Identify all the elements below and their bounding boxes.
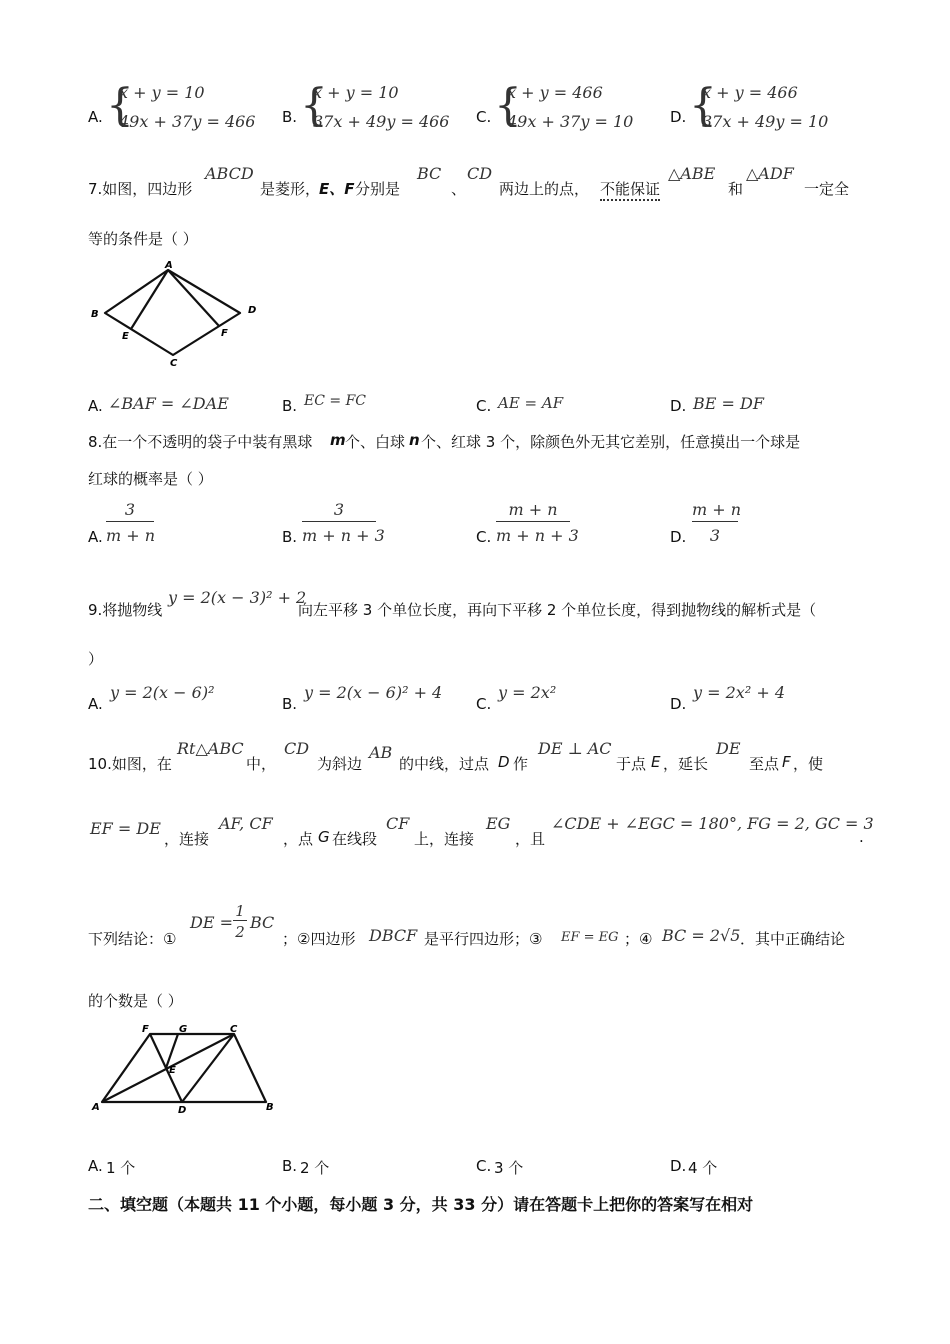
- q10-option-d-label: D.: [670, 1157, 687, 1175]
- q7-option-b-label: B.: [282, 397, 298, 415]
- q9-option-d-label: D.: [670, 695, 687, 713]
- q8-text-3: 个、红球 3 个，除颜色外无其它差别，任意摸出一个球是: [421, 433, 801, 451]
- q10-l3-text-1: 下列结论：①: [88, 930, 177, 948]
- q7-option-c-label: C.: [476, 397, 492, 415]
- q10-l2-end: .: [859, 828, 864, 846]
- q6-option-d-eq1: x + y = 466: [702, 83, 798, 102]
- q9-option-c-expr: y = 2x²: [498, 683, 557, 702]
- q7-label-d: D: [248, 305, 257, 316]
- q10-math-half: [233, 902, 247, 943]
- q9-math-parabola: y = 2(x − 3)² + 2: [168, 588, 307, 607]
- q8-option-c-fraction: [496, 500, 579, 545]
- q8-option-a-fraction: [106, 500, 154, 545]
- q7-rhombus-figure: [85, 258, 265, 368]
- q9-text-2: 向左平移 3 个单位长度，再向下平移 2 个单位长度，得到抛物线的解析式是（: [298, 601, 817, 619]
- q7-segment-af: [168, 270, 219, 326]
- q7-text-ef: E、F: [319, 180, 355, 198]
- q9-option-a-label: A.: [88, 695, 103, 713]
- q8-option-a-label: A.: [88, 528, 103, 546]
- q10-label-b: B: [266, 1102, 274, 1113]
- q10-option-a-text: 1 个: [106, 1159, 136, 1177]
- q8-option-d-fraction: [692, 500, 742, 545]
- q10-label-g: G: [179, 1024, 188, 1035]
- q6-option-a-eq2: 49x + 37y = 466: [119, 112, 256, 131]
- q7-math-cd: CD: [467, 164, 493, 183]
- q10-math-cd: CD: [284, 739, 310, 758]
- q7-text-1: 7.如图，四边形: [88, 180, 193, 198]
- q10-option-a-label: A.: [88, 1157, 103, 1175]
- q10-math-bc-value: BC = 2√5: [662, 926, 741, 945]
- q6-option-a-brace: {: [106, 80, 134, 131]
- q7-text-7: 一定全: [804, 180, 850, 198]
- q7-math-bc: BC: [417, 164, 442, 183]
- q10-trapezoid-outline: [102, 1034, 266, 1102]
- q10-l3-text-2: ；②四边形: [282, 930, 356, 948]
- q9-option-c-label: C.: [476, 695, 492, 713]
- q6-option-d-brace: {: [689, 80, 717, 131]
- q10-math-ef-eg: EF = EG: [561, 930, 619, 945]
- section-2-heading: 二、填空题（本题共 11 个小题，每小题 3 分，共 33 分）请在答题卡上把你的答案写在相对: [88, 1195, 754, 1214]
- q8-option-b-label: B.: [282, 528, 298, 546]
- q6-option-a-eq1: x + y = 10: [119, 83, 205, 102]
- q7-text-4: 、: [451, 180, 467, 198]
- q10-text-8: 至点: [749, 755, 780, 773]
- q10-math-rt-abc: Rt△ABC: [177, 739, 244, 758]
- q10-half-numerator: 1: [233, 902, 247, 921]
- q8-option-d-denominator: 3: [709, 526, 721, 545]
- q10-math-de-perp-ac: DE ⊥ AC: [538, 739, 612, 758]
- q10-l2-text-2: ，点: [283, 830, 314, 848]
- q10-segment-ac: [102, 1034, 234, 1102]
- q7-text-6: 和: [728, 180, 744, 198]
- q8-option-b-fraction: [302, 500, 385, 545]
- q10-l2-text-2b: G: [318, 828, 330, 846]
- q10-label-a: A: [92, 1102, 100, 1113]
- q7-math-abe: △ABE: [668, 164, 716, 183]
- q8-option-d-numerator: m + n: [692, 500, 738, 522]
- q6-option-b-eq1: x + y = 10: [313, 83, 399, 102]
- q10-option-d-text: 4 个: [688, 1159, 718, 1177]
- q7-text-emphasis: 不能保证: [600, 178, 660, 201]
- q7-text-5: 两边上的点，: [499, 180, 590, 198]
- q10-math-eg: EG: [486, 814, 511, 833]
- q10-l3-text-5: ．其中正确结论: [740, 930, 846, 948]
- q8-option-a-denominator: m + n: [106, 526, 156, 545]
- q7-line-2: 等的条件是（ ）: [88, 230, 198, 248]
- q8-text-2: 个、白球: [345, 433, 406, 451]
- q10-text-4: 的中线，过点: [399, 755, 490, 773]
- q9-text-1: 9.将抛物线: [88, 601, 163, 619]
- q6-option-c-eq2: 49x + 37y = 10: [507, 112, 634, 131]
- q10-text-4b: D: [498, 753, 510, 771]
- q7-label-c: C: [170, 358, 178, 368]
- q10-option-c-text: 3 个: [494, 1159, 524, 1177]
- q6-option-b-eq2: 37x + 49y = 466: [313, 112, 450, 131]
- q10-label-c: C: [230, 1024, 238, 1035]
- q10-text-7: ，延长: [663, 755, 709, 773]
- q10-text-8b: F: [782, 753, 791, 771]
- q7-text-3: 分别是: [355, 180, 401, 198]
- q10-l2-text-5: ，且: [515, 830, 546, 848]
- q10-l2-text-1: ，连接: [164, 830, 210, 848]
- q9-option-a-expr: y = 2(x − 6)²: [110, 683, 215, 702]
- q7-option-d-label: D.: [670, 397, 687, 415]
- q10-text-1: 10.如图，在: [88, 755, 172, 773]
- q8-option-b-numerator: 3: [302, 500, 376, 522]
- q6-option-b-brace: {: [300, 80, 328, 131]
- q9-line-2: ）: [88, 650, 104, 668]
- q10-l2-text-3: 在线段: [332, 830, 378, 848]
- q10-half-denominator: 2: [235, 923, 245, 941]
- q9-option-b-expr: y = 2(x − 6)² + 4: [304, 683, 443, 702]
- q6-option-b-label: B.: [282, 108, 298, 126]
- q10-segment-cd: [182, 1034, 234, 1102]
- q10-l3-text-3: 是平行四边形；③: [424, 930, 543, 948]
- q10-text-6: 于点: [616, 755, 647, 773]
- q6-option-c-label: C.: [476, 108, 492, 126]
- q10-math-de: DE: [716, 739, 741, 758]
- q10-l2-text-4: 上，连接: [414, 830, 475, 848]
- q10-math-bc: BC: [250, 913, 275, 932]
- q10-label-d: D: [178, 1105, 187, 1116]
- q7-text-2: 是菱形，: [260, 180, 321, 198]
- q7-math-adf: △ADF: [746, 164, 794, 183]
- q7-label-f: F: [221, 328, 228, 339]
- q10-text-2: 中，: [246, 755, 277, 773]
- q9-option-b-label: B.: [282, 695, 298, 713]
- q7-option-d-expr: BE = DF: [693, 394, 764, 413]
- q10-label-f: F: [142, 1024, 149, 1035]
- q8-var-n: n: [409, 431, 420, 449]
- q7-segment-ae: [131, 270, 168, 329]
- q10-label-e: E: [169, 1065, 176, 1076]
- q8-line-2: 红球的概率是（ ）: [88, 470, 213, 488]
- q10-option-c-label: C.: [476, 1157, 492, 1175]
- q10-trapezoid-figure: [90, 1020, 290, 1120]
- q10-text-6b: E: [651, 753, 661, 771]
- q6-option-d-label: D.: [670, 108, 687, 126]
- q7-label-b: B: [91, 309, 99, 320]
- q8-option-d-label: D.: [670, 528, 687, 546]
- q8-option-a-numerator: 3: [106, 500, 154, 522]
- q8-option-c-label: C.: [476, 528, 492, 546]
- q10-option-b-text: 2 个: [300, 1159, 330, 1177]
- q10-l3-text-4: ；④: [624, 930, 653, 948]
- q10-math-de-eq: DE =: [190, 913, 233, 932]
- q6-option-c-eq1: x + y = 466: [507, 83, 603, 102]
- q10-option-b-label: B.: [282, 1157, 298, 1175]
- q10-math-ab: AB: [369, 743, 393, 762]
- q8-option-c-denominator: m + n + 3: [496, 526, 579, 545]
- q7-option-c-expr: AE = AF: [498, 394, 564, 412]
- q6-option-c-brace: {: [494, 80, 522, 131]
- q6-option-d-eq2: 37x + 49y = 10: [702, 112, 829, 131]
- q8-option-b-denominator: m + n + 3: [302, 526, 385, 545]
- q8-option-c-numerator: m + n: [496, 500, 570, 522]
- q7-option-a-label: A.: [88, 397, 103, 415]
- q7-option-a-expr: ∠BAF = ∠DAE: [108, 394, 229, 413]
- q10-math-ef-de: EF = DE: [90, 819, 161, 838]
- q7-label-e: E: [122, 331, 129, 342]
- q10-math-angle-condition: ∠CDE + ∠EGC = 180°, FG = 2, GC = 3: [551, 814, 874, 833]
- q8-text-1: 8.在一个不透明的袋子中装有黑球: [88, 433, 313, 451]
- q10-math-af-cf: AF, CF: [219, 814, 273, 833]
- q10-text-3: 为斜边: [317, 755, 363, 773]
- q8-var-m: m: [330, 431, 346, 449]
- q10-text-9: ，使: [793, 755, 824, 773]
- q10-text-5: 作: [513, 755, 529, 773]
- q9-option-d-expr: y = 2x² + 4: [693, 683, 785, 702]
- q7-option-b-expr: EC = FC: [304, 393, 366, 409]
- q10-math-cf: CF: [386, 814, 410, 833]
- q7-rhombus-outline: [105, 270, 240, 355]
- q10-math-dbcf: DBCF: [369, 926, 418, 945]
- q7-math-abcd: ABCD: [205, 164, 254, 183]
- q7-label-a: A: [165, 260, 173, 271]
- q6-option-a-label: A.: [88, 108, 103, 126]
- q10-line-4: 的个数是（ ）: [88, 992, 183, 1010]
